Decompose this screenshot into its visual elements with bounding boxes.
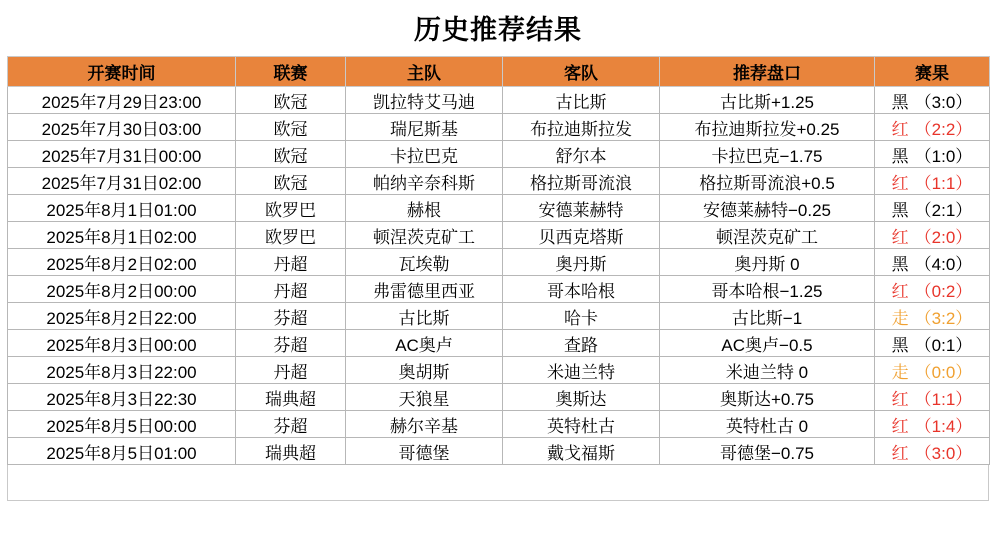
cell-time: 2025年8月3日22:00 <box>8 357 236 384</box>
cell-home-team: 卡拉巴克 <box>346 141 503 168</box>
cell-away-team: 哥本哈根 <box>503 276 660 303</box>
cell-result <box>875 195 990 222</box>
cell-recommendation: 格拉斯哥流浪+0.5 <box>660 168 875 195</box>
table-body <box>8 87 990 465</box>
result-score: （3:0） <box>914 443 973 463</box>
table-row <box>8 249 990 276</box>
cell-league: 欧冠 <box>236 114 346 141</box>
result-score: （2:0） <box>914 227 973 247</box>
table-row <box>8 141 990 168</box>
column-header-time: 开赛时间 <box>8 57 236 87</box>
cell-league: 丹超 <box>236 357 346 384</box>
cell-result <box>875 249 990 276</box>
cell-away-team: 舒尔本 <box>503 141 660 168</box>
cell-recommendation: 安德莱赫特−0.25 <box>660 195 875 222</box>
cell-league: 瑞典超 <box>236 384 346 411</box>
cell-away-team: 贝西克塔斯 <box>503 222 660 249</box>
cell-result <box>875 303 990 330</box>
cell-result <box>875 411 990 438</box>
cell-time: 2025年8月2日22:00 <box>8 303 236 330</box>
cell-recommendation: 哥德堡−0.75 <box>660 438 875 465</box>
cell-league: 芬超 <box>236 330 346 357</box>
result-mark: 红 <box>891 281 909 301</box>
cell-result <box>875 222 990 249</box>
result-mark: 红 <box>891 119 909 139</box>
cell-recommendation: 米迪兰特 0 <box>660 357 875 384</box>
cell-league: 丹超 <box>236 249 346 276</box>
cell-time: 2025年7月31日00:00 <box>8 141 236 168</box>
result-score: （4:0） <box>914 254 973 274</box>
table-row <box>8 303 990 330</box>
cell-recommendation: 英特杜古 0 <box>660 411 875 438</box>
cell-result <box>875 357 990 384</box>
table-row <box>8 87 990 114</box>
cell-away-team: 格拉斯哥流浪 <box>503 168 660 195</box>
cell-time: 2025年8月1日02:00 <box>8 222 236 249</box>
cell-time: 2025年8月1日01:00 <box>8 195 236 222</box>
result-mark: 黑 <box>891 200 909 220</box>
cell-league: 欧冠 <box>236 168 346 195</box>
result-mark: 黑 <box>891 254 909 274</box>
table-row <box>8 222 990 249</box>
cell-home-team: 帕纳辛奈科斯 <box>346 168 503 195</box>
cell-time: 2025年7月29日23:00 <box>8 87 236 114</box>
cell-home-team: AC奥卢 <box>346 330 503 357</box>
cell-away-team: 古比斯 <box>503 87 660 114</box>
cell-result <box>875 276 990 303</box>
cell-home-team: 瑞尼斯基 <box>346 114 503 141</box>
cell-recommendation: 哥本哈根−1.25 <box>660 276 875 303</box>
column-header-result: 赛果 <box>875 57 990 87</box>
cell-home-team: 凯拉特艾马迪 <box>346 87 503 114</box>
result-mark: 红 <box>891 389 909 409</box>
table-row <box>8 384 990 411</box>
cell-away-team: 查路 <box>503 330 660 357</box>
cell-time: 2025年8月3日22:30 <box>8 384 236 411</box>
result-mark: 红 <box>891 173 909 193</box>
cell-recommendation: 卡拉巴克−1.75 <box>660 141 875 168</box>
table-row <box>8 195 990 222</box>
result-score: （1:4） <box>914 416 973 436</box>
result-mark: 红 <box>891 443 909 463</box>
cell-time: 2025年7月31日02:00 <box>8 168 236 195</box>
cell-recommendation: 古比斯+1.25 <box>660 87 875 114</box>
cell-away-team: 奥斯达 <box>503 384 660 411</box>
column-header-recommendation: 推荐盘口 <box>660 57 875 87</box>
cell-time: 2025年8月5日01:00 <box>8 438 236 465</box>
cell-result <box>875 87 990 114</box>
cell-away-team: 奥丹斯 <box>503 249 660 276</box>
table-row <box>8 276 990 303</box>
result-score: （1:0） <box>914 146 973 166</box>
cell-league: 芬超 <box>236 303 346 330</box>
result-score: （1:1） <box>914 173 973 193</box>
cell-away-team: 安德莱赫特 <box>503 195 660 222</box>
column-header-home-team: 主队 <box>346 57 503 87</box>
cell-home-team: 瓦埃勒 <box>346 249 503 276</box>
result-mark: 红 <box>891 416 909 436</box>
cell-recommendation: 古比斯−1 <box>660 303 875 330</box>
cell-league: 欧罗巴 <box>236 195 346 222</box>
cell-away-team: 戴戈福斯 <box>503 438 660 465</box>
cell-away-team: 米迪兰特 <box>503 357 660 384</box>
cell-time: 2025年7月30日03:00 <box>8 114 236 141</box>
table-row <box>8 330 990 357</box>
history-results-table <box>7 56 990 465</box>
cell-result <box>875 384 990 411</box>
cell-league: 欧罗巴 <box>236 222 346 249</box>
table-bottom-filler <box>7 465 989 501</box>
table-row <box>8 411 990 438</box>
result-score: （3:0） <box>914 92 973 112</box>
cell-recommendation: 顿涅茨克矿工 <box>660 222 875 249</box>
cell-away-team: 哈卡 <box>503 303 660 330</box>
table-row <box>8 114 990 141</box>
result-score: （0:2） <box>914 281 973 301</box>
table-row <box>8 438 990 465</box>
result-mark: 走 <box>891 308 909 328</box>
table-header <box>8 57 990 87</box>
cell-home-team: 顿涅茨克矿工 <box>346 222 503 249</box>
cell-time: 2025年8月3日00:00 <box>8 330 236 357</box>
cell-time: 2025年8月2日00:00 <box>8 276 236 303</box>
cell-home-team: 奥胡斯 <box>346 357 503 384</box>
cell-home-team: 哥德堡 <box>346 438 503 465</box>
cell-league: 芬超 <box>236 411 346 438</box>
cell-recommendation: AC奥卢−0.5 <box>660 330 875 357</box>
result-score: （1:1） <box>914 389 973 409</box>
cell-league: 丹超 <box>236 276 346 303</box>
result-mark: 黑 <box>891 146 909 166</box>
column-header-league: 联赛 <box>236 57 346 87</box>
table-row <box>8 357 990 384</box>
cell-time: 2025年8月5日00:00 <box>8 411 236 438</box>
page-title: 历史推荐结果 <box>414 15 582 45</box>
cell-result <box>875 168 990 195</box>
cell-league: 瑞典超 <box>236 438 346 465</box>
cell-away-team: 英特杜古 <box>503 411 660 438</box>
result-score: （2:1） <box>914 200 973 220</box>
cell-recommendation: 布拉迪斯拉发+0.25 <box>660 114 875 141</box>
cell-result <box>875 330 990 357</box>
cell-recommendation: 奥斯达+0.75 <box>660 384 875 411</box>
cell-recommendation: 奥丹斯 0 <box>660 249 875 276</box>
cell-home-team: 弗雷德里西亚 <box>346 276 503 303</box>
cell-home-team: 赫尔辛基 <box>346 411 503 438</box>
cell-result <box>875 114 990 141</box>
cell-home-team: 赫根 <box>346 195 503 222</box>
result-score: （2:2） <box>914 119 973 139</box>
result-mark: 红 <box>891 227 909 247</box>
cell-home-team: 古比斯 <box>346 303 503 330</box>
column-header-away-team: 客队 <box>503 57 660 87</box>
cell-result <box>875 141 990 168</box>
table-header-row <box>8 57 990 87</box>
cell-home-team: 天狼星 <box>346 384 503 411</box>
result-mark: 走 <box>891 362 909 382</box>
cell-away-team: 布拉迪斯拉发 <box>503 114 660 141</box>
result-score: （0:1） <box>914 335 973 355</box>
cell-league: 欧冠 <box>236 87 346 114</box>
result-score: （3:2） <box>914 308 973 328</box>
result-score: （0:0） <box>914 362 973 382</box>
cell-league: 欧冠 <box>236 141 346 168</box>
table-row <box>8 168 990 195</box>
result-mark: 黑 <box>891 92 909 112</box>
result-mark: 黑 <box>891 335 909 355</box>
cell-time: 2025年8月2日02:00 <box>8 249 236 276</box>
cell-result <box>875 438 990 465</box>
